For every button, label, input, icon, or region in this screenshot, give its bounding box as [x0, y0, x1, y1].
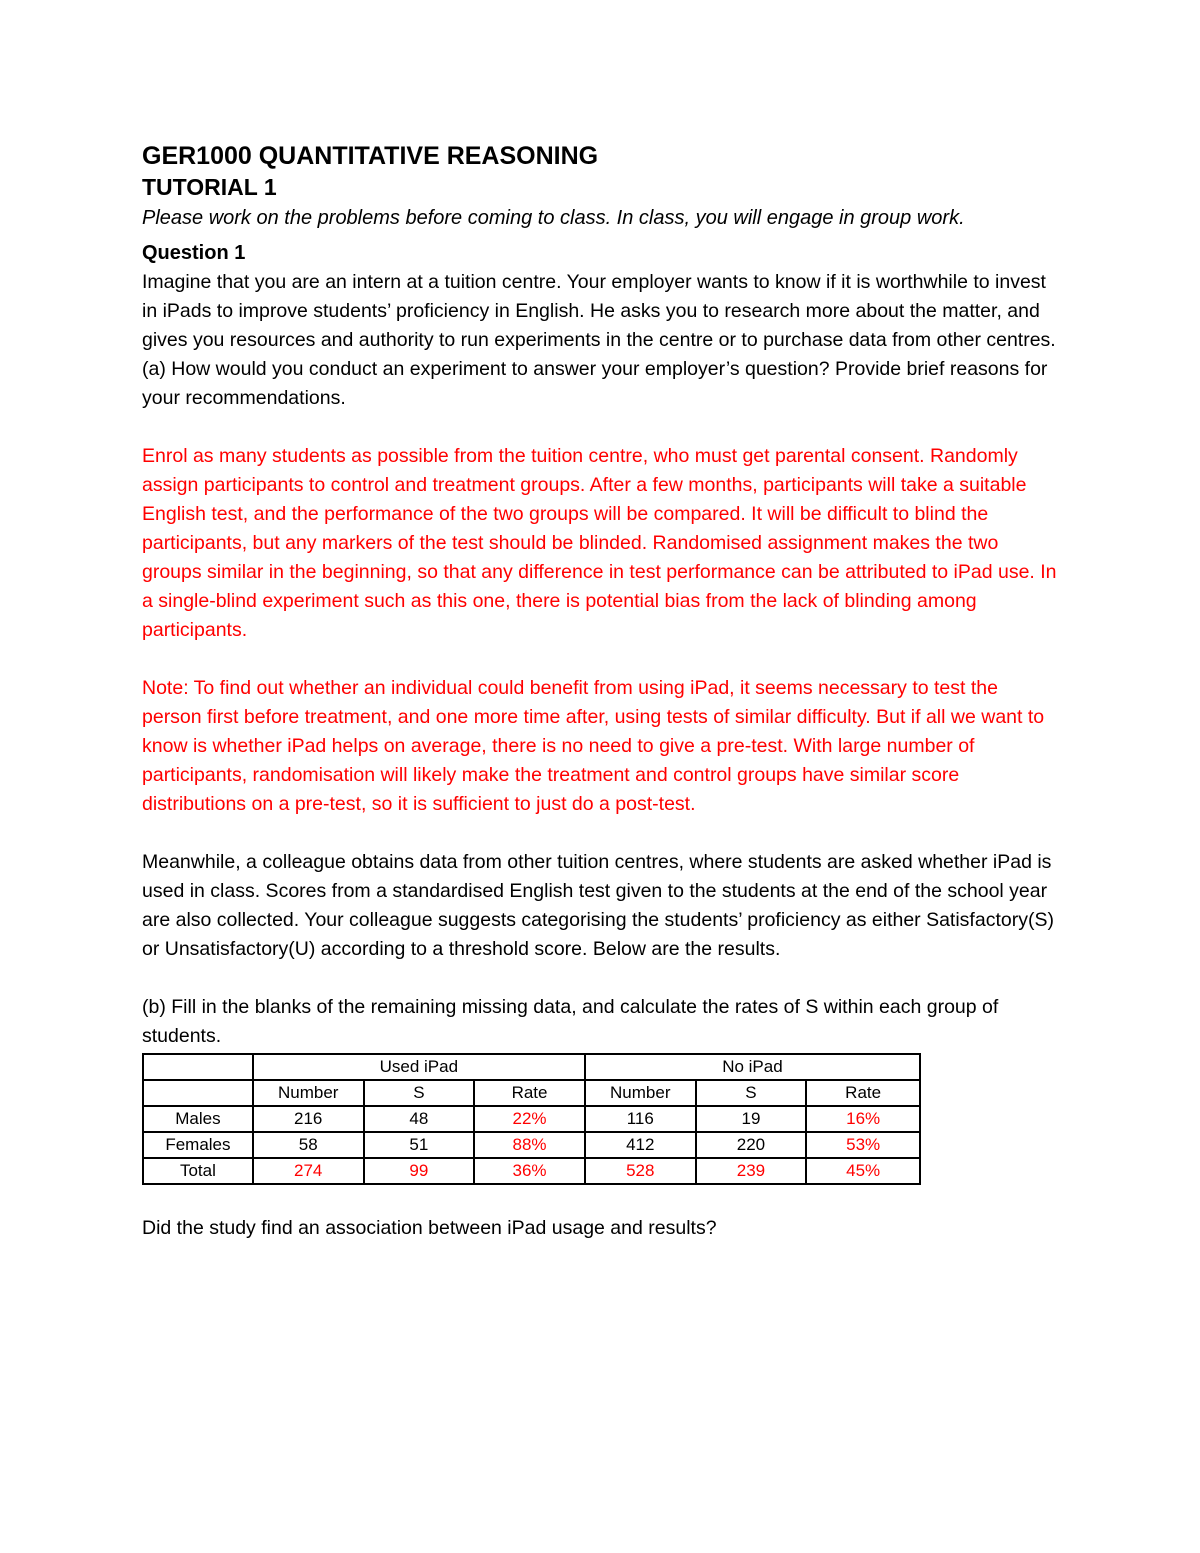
sub-header-cell: Number	[585, 1080, 696, 1106]
instructions: Please work on the problems before coming to class. In class, you will engage in group work.	[142, 207, 965, 229]
table-cell: 51	[364, 1132, 475, 1158]
table-cell-answer: 36%	[474, 1158, 585, 1184]
table-cell-answer: 99	[364, 1158, 475, 1184]
table-corner-cell	[143, 1054, 253, 1080]
table-cell-answer: 53%	[806, 1132, 920, 1158]
table-cell-answer: 45%	[806, 1158, 920, 1184]
data-context: Meanwhile, a colleague obtains data from other tuition centres, where students are asked whether iPad is used in class. Scores from a standardised English test given to the students at the end of the school year are also collected. Your colleague suggests categorising the students’ proficiency as either Satisfactory(S) or Unsatisfactory(U) according to a threshold score. Below are the results.	[142, 851, 1054, 960]
group-header-no-ipad: No iPad	[585, 1054, 920, 1080]
sub-header-cell: S	[696, 1080, 807, 1106]
table-cell: 220	[696, 1132, 807, 1158]
part-a-answer: Enrol as many students as possible from the tuition centre, who must get parental consent. Randomly assign participants to control and treatment groups. After a few months, participants will take a suitable English test, and the performance of the two groups will be compared. It will be difficult to blind the participants, but any markers of the test should be blinded. Randomised assignment makes the two groups similar in the beginning, so that any difference in test performance can be attributed to iPad use. In a single-blind experiment such as this one, there is potential bias from the lack of blinding among participants.	[142, 445, 1057, 641]
table-row	[143, 1132, 920, 1158]
tutorial-page	[142, 140, 1062, 1243]
spacer	[142, 1185, 1062, 1214]
row-label: Total	[143, 1158, 253, 1184]
sub-header-cell: Number	[253, 1080, 364, 1106]
table-cell-answer: 22%	[474, 1106, 585, 1132]
spacer	[142, 413, 1062, 442]
sub-header-cell: Rate	[806, 1080, 920, 1106]
sub-header-cell: Rate	[474, 1080, 585, 1106]
table-cell: 216	[253, 1106, 364, 1132]
closing-question: Did the study find an association between iPad usage and results?	[142, 1217, 717, 1239]
table-sub-header-row	[143, 1080, 920, 1106]
table-cell-answer: 88%	[474, 1132, 585, 1158]
table-cell: 19	[696, 1106, 807, 1132]
question-heading: Question 1	[142, 242, 246, 264]
tutorial-title: TUTORIAL 1	[142, 174, 277, 200]
table-cell-answer: 239	[696, 1158, 807, 1184]
spacer	[142, 964, 1062, 993]
table-cell-answer: 16%	[806, 1106, 920, 1132]
course-title: GER1000 QUANTITATIVE REASONING	[142, 142, 599, 170]
table-cell: 412	[585, 1132, 696, 1158]
table-cell: 48	[364, 1106, 475, 1132]
question-intro: Imagine that you are an intern at a tuition centre. Your employer wants to know if it is worthwhile to invest in iPads to improve students’ proficiency in English. He asks you to research more about the matter, and gives you resources and authority to run experiments in the centre or to purchase data from other centres.	[142, 271, 1056, 351]
spacer	[142, 645, 1062, 674]
table-cell-answer: 528	[585, 1158, 696, 1184]
spacer	[142, 819, 1062, 848]
table-cell: 116	[585, 1106, 696, 1132]
table-corner-cell	[143, 1080, 253, 1106]
row-label: Males	[143, 1106, 253, 1132]
table-cell: 58	[253, 1132, 364, 1158]
part-b-question: (b) Fill in the blanks of the remaining missing data, and calculate the rates of S within each group of students.	[142, 996, 999, 1047]
table-group-header-row	[143, 1054, 920, 1080]
row-label: Females	[143, 1132, 253, 1158]
table-row	[143, 1106, 920, 1132]
table-cell-answer: 274	[253, 1158, 364, 1184]
group-header-used-ipad: Used iPad	[253, 1054, 585, 1080]
table-row	[143, 1158, 920, 1184]
results-table	[142, 1053, 921, 1185]
part-a-question: (a) How would you conduct an experiment to answer your employer’s question? Provide brief reasons for your recommendations.	[142, 358, 1048, 409]
sub-header-cell: S	[364, 1080, 475, 1106]
answer-note: Note: To find out whether an individual could benefit from using iPad, it seems necessary to test the person first before treatment, and one more time after, using tests of similar difficulty. But if all we want to know is whether iPad helps on average, there is no need to give a pre-test. With large number of participants, randomisation will likely make the treatment and control groups have similar score distributions on a pre-test, so it is sufficient to just do a post-test.	[142, 677, 1045, 815]
